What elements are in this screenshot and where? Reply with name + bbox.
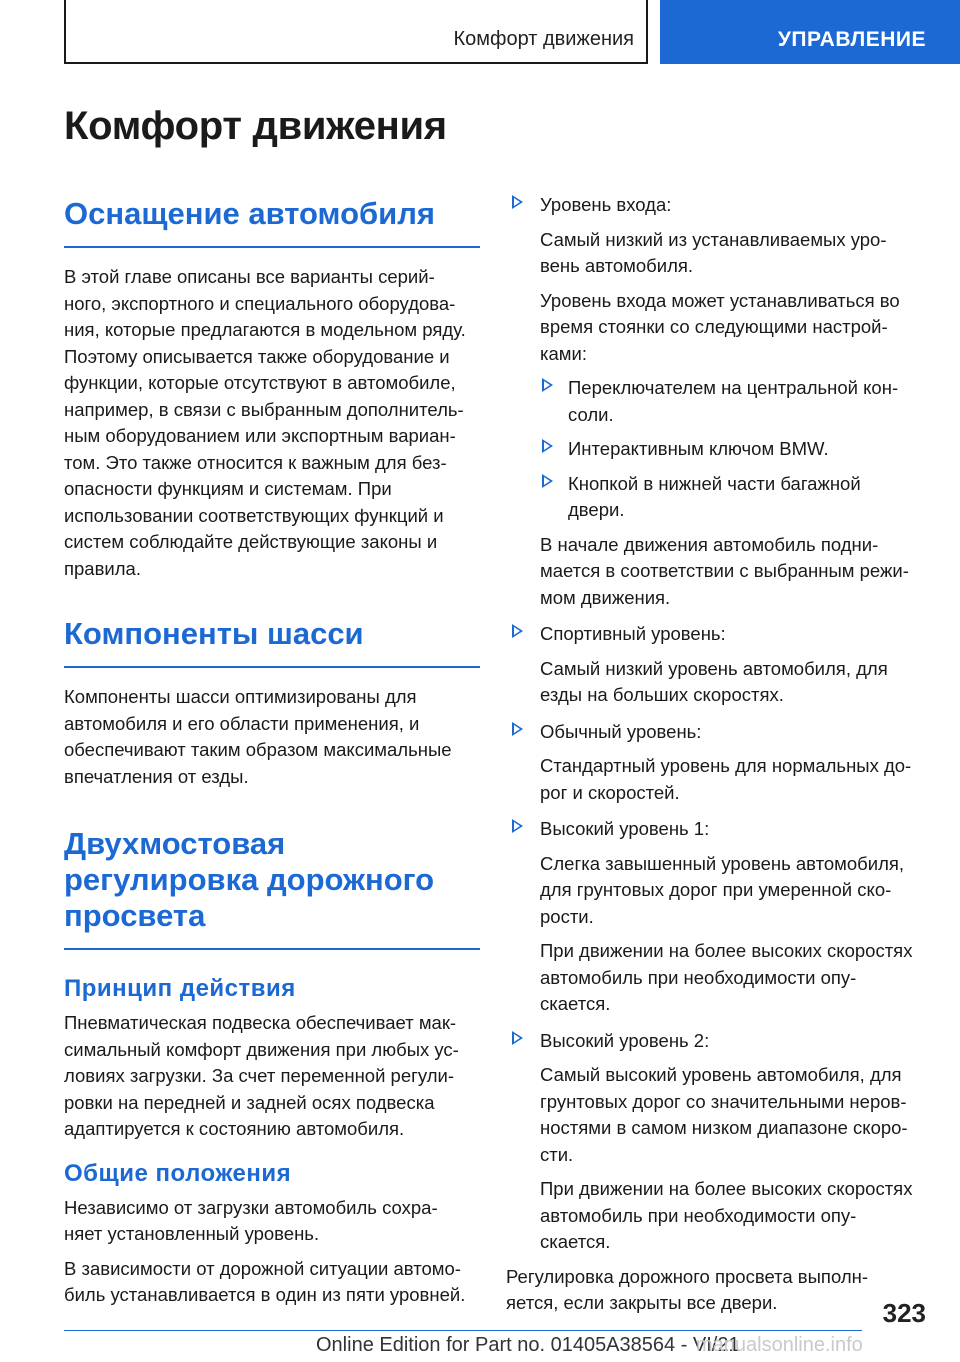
paragraph-general-2: В зависимости от дорожной ситуации автомо- биль устанавливается в один из пяти уровней. — [64, 1257, 466, 1305]
header-section-title: Комфорт движения — [453, 28, 634, 50]
normal-level-desc: Стандартный уровень для нормальных до- рог и скоростей. — [540, 755, 912, 803]
heading-leveling: Двухмостовая регулировка дорожного просвета — [64, 826, 480, 950]
list-item-sport-level — [506, 621, 926, 648]
entry-level-desc: Самый низкий из устанавливаемых уро- вень автомобиля. — [540, 228, 887, 276]
page-title: Комфорт движения — [64, 104, 447, 148]
triangle-bullet-icon — [512, 819, 523, 833]
paragraph-chassis: Компоненты шасси оптимизированы для автомобиля и его области применения, и обеспечивают таким образом максимальные впечатления от езды. — [64, 686, 452, 787]
heading-chassis: Компоненты шасси — [64, 616, 480, 668]
sub-item-console-switch: Переключателем на центральной кон- соли. — [568, 377, 899, 425]
heading-general: Общие положения — [64, 1159, 292, 1187]
sub-list-item — [506, 436, 926, 463]
triangle-bullet-icon — [512, 624, 523, 638]
paragraph-general-1: Независимо от загрузки автомобиль сохра- няет установленный уровень. — [64, 1196, 438, 1244]
normal-level-label: Обычный уровень: — [540, 720, 702, 742]
list-item-normal-level — [506, 719, 926, 746]
list-item-high-level-1 — [506, 816, 926, 843]
header-chapter-tab — [660, 0, 960, 64]
triangle-bullet-icon — [512, 722, 523, 736]
heading-principle: Принцип действия — [64, 975, 296, 1002]
page-number: 323 — [882, 1298, 926, 1328]
triangle-bullet-icon — [542, 439, 553, 453]
sport-level-label: Спортивный уровень: — [540, 623, 726, 644]
high-level-1-note: При движении на более высоких скоростях автомобиль при необходимости опу- скается. — [540, 940, 913, 1014]
right-column — [506, 192, 926, 1317]
watermark-text: manualsonline.info — [696, 1334, 863, 1356]
high-level-2-label: Высокий уровень 2: — [540, 1029, 710, 1051]
list-item-high-level-2 — [506, 1028, 926, 1055]
triangle-bullet-icon — [542, 378, 553, 392]
entry-level-settings: Уровень входа может устанавливаться во время стоянки со следующими настрой- ками: — [540, 289, 900, 364]
closing-paragraph: Регулировка дорожного просвета выполн- яется, если закрыты все двери. — [506, 1265, 869, 1313]
heading-equipment: Оснащение автомобиля — [64, 196, 480, 248]
paragraph-equipment: В этой главе описаны все варианты серий- ного, экспортного и специального оборудова- ния, которые предлагаются в модельном ряду. Поэтому описывается также оборудование и функции, которые отсутствуют в автомобиле, например, в связи с выбранным дополнитель- ным оборудованием или экспортным вариан- том. Это также относится к важным для без- опасности функциям и системам. При использовании соответствующих функций и систем соблюдайте действующие законы и правила. — [64, 266, 466, 579]
paragraph-principle: Пневматическая подвеска обеспечивает мак- симальный комфорт движения при любых ус- ловиях загрузки. За счет переменной регули- ровки на передней и задней осях подвеска адаптируется к состоянию автомобиля. — [64, 1012, 459, 1139]
triangle-bullet-icon — [512, 1031, 523, 1045]
sub-list-item — [506, 375, 926, 428]
entry-level-drive-off: В начале движения автомобиль подни- мается в соответствии с выбранным режи- мом движения. — [540, 533, 909, 608]
sport-level-desc: Самый низкий уровень автомобиля, для езды на больших скоростях. — [540, 657, 888, 705]
sub-list-item — [506, 471, 926, 524]
edition-text: Online Edition for Part no. 01405A38564 - VI/21 — [316, 1334, 740, 1356]
high-level-2-note: При движении на более высоких скоростях автомобиль при необходимости опу- скается. — [540, 1178, 913, 1252]
entry-level-label: Уровень входа: — [540, 194, 672, 215]
sub-item-tailgate-button: Кнопкой в нижней части багажной двери. — [568, 472, 861, 520]
left-column — [64, 180, 480, 1309]
header-chapter-label: УПРАВЛЕНИЕ — [777, 28, 926, 51]
high-level-1-desc: Слегка завышенный уровень автомобиля, для грунтовых дорог при умеренной ско- рости. — [540, 852, 905, 927]
sub-item-bmw-key: Интерактивным ключом BMW. — [568, 438, 829, 459]
high-level-2-desc: Самый высокий уровень автомобиля, для грунтовых дорог со значительными неров- ностями в самом низком диапазоне скоро- сти. — [540, 1064, 908, 1165]
triangle-bullet-icon — [542, 474, 553, 488]
list-item-entry-level — [506, 192, 926, 219]
triangle-bullet-icon — [512, 195, 523, 209]
high-level-1-label: Высокий уровень 1: — [540, 818, 710, 839]
header-frame — [64, 0, 648, 64]
footer-rule — [64, 1330, 862, 1331]
